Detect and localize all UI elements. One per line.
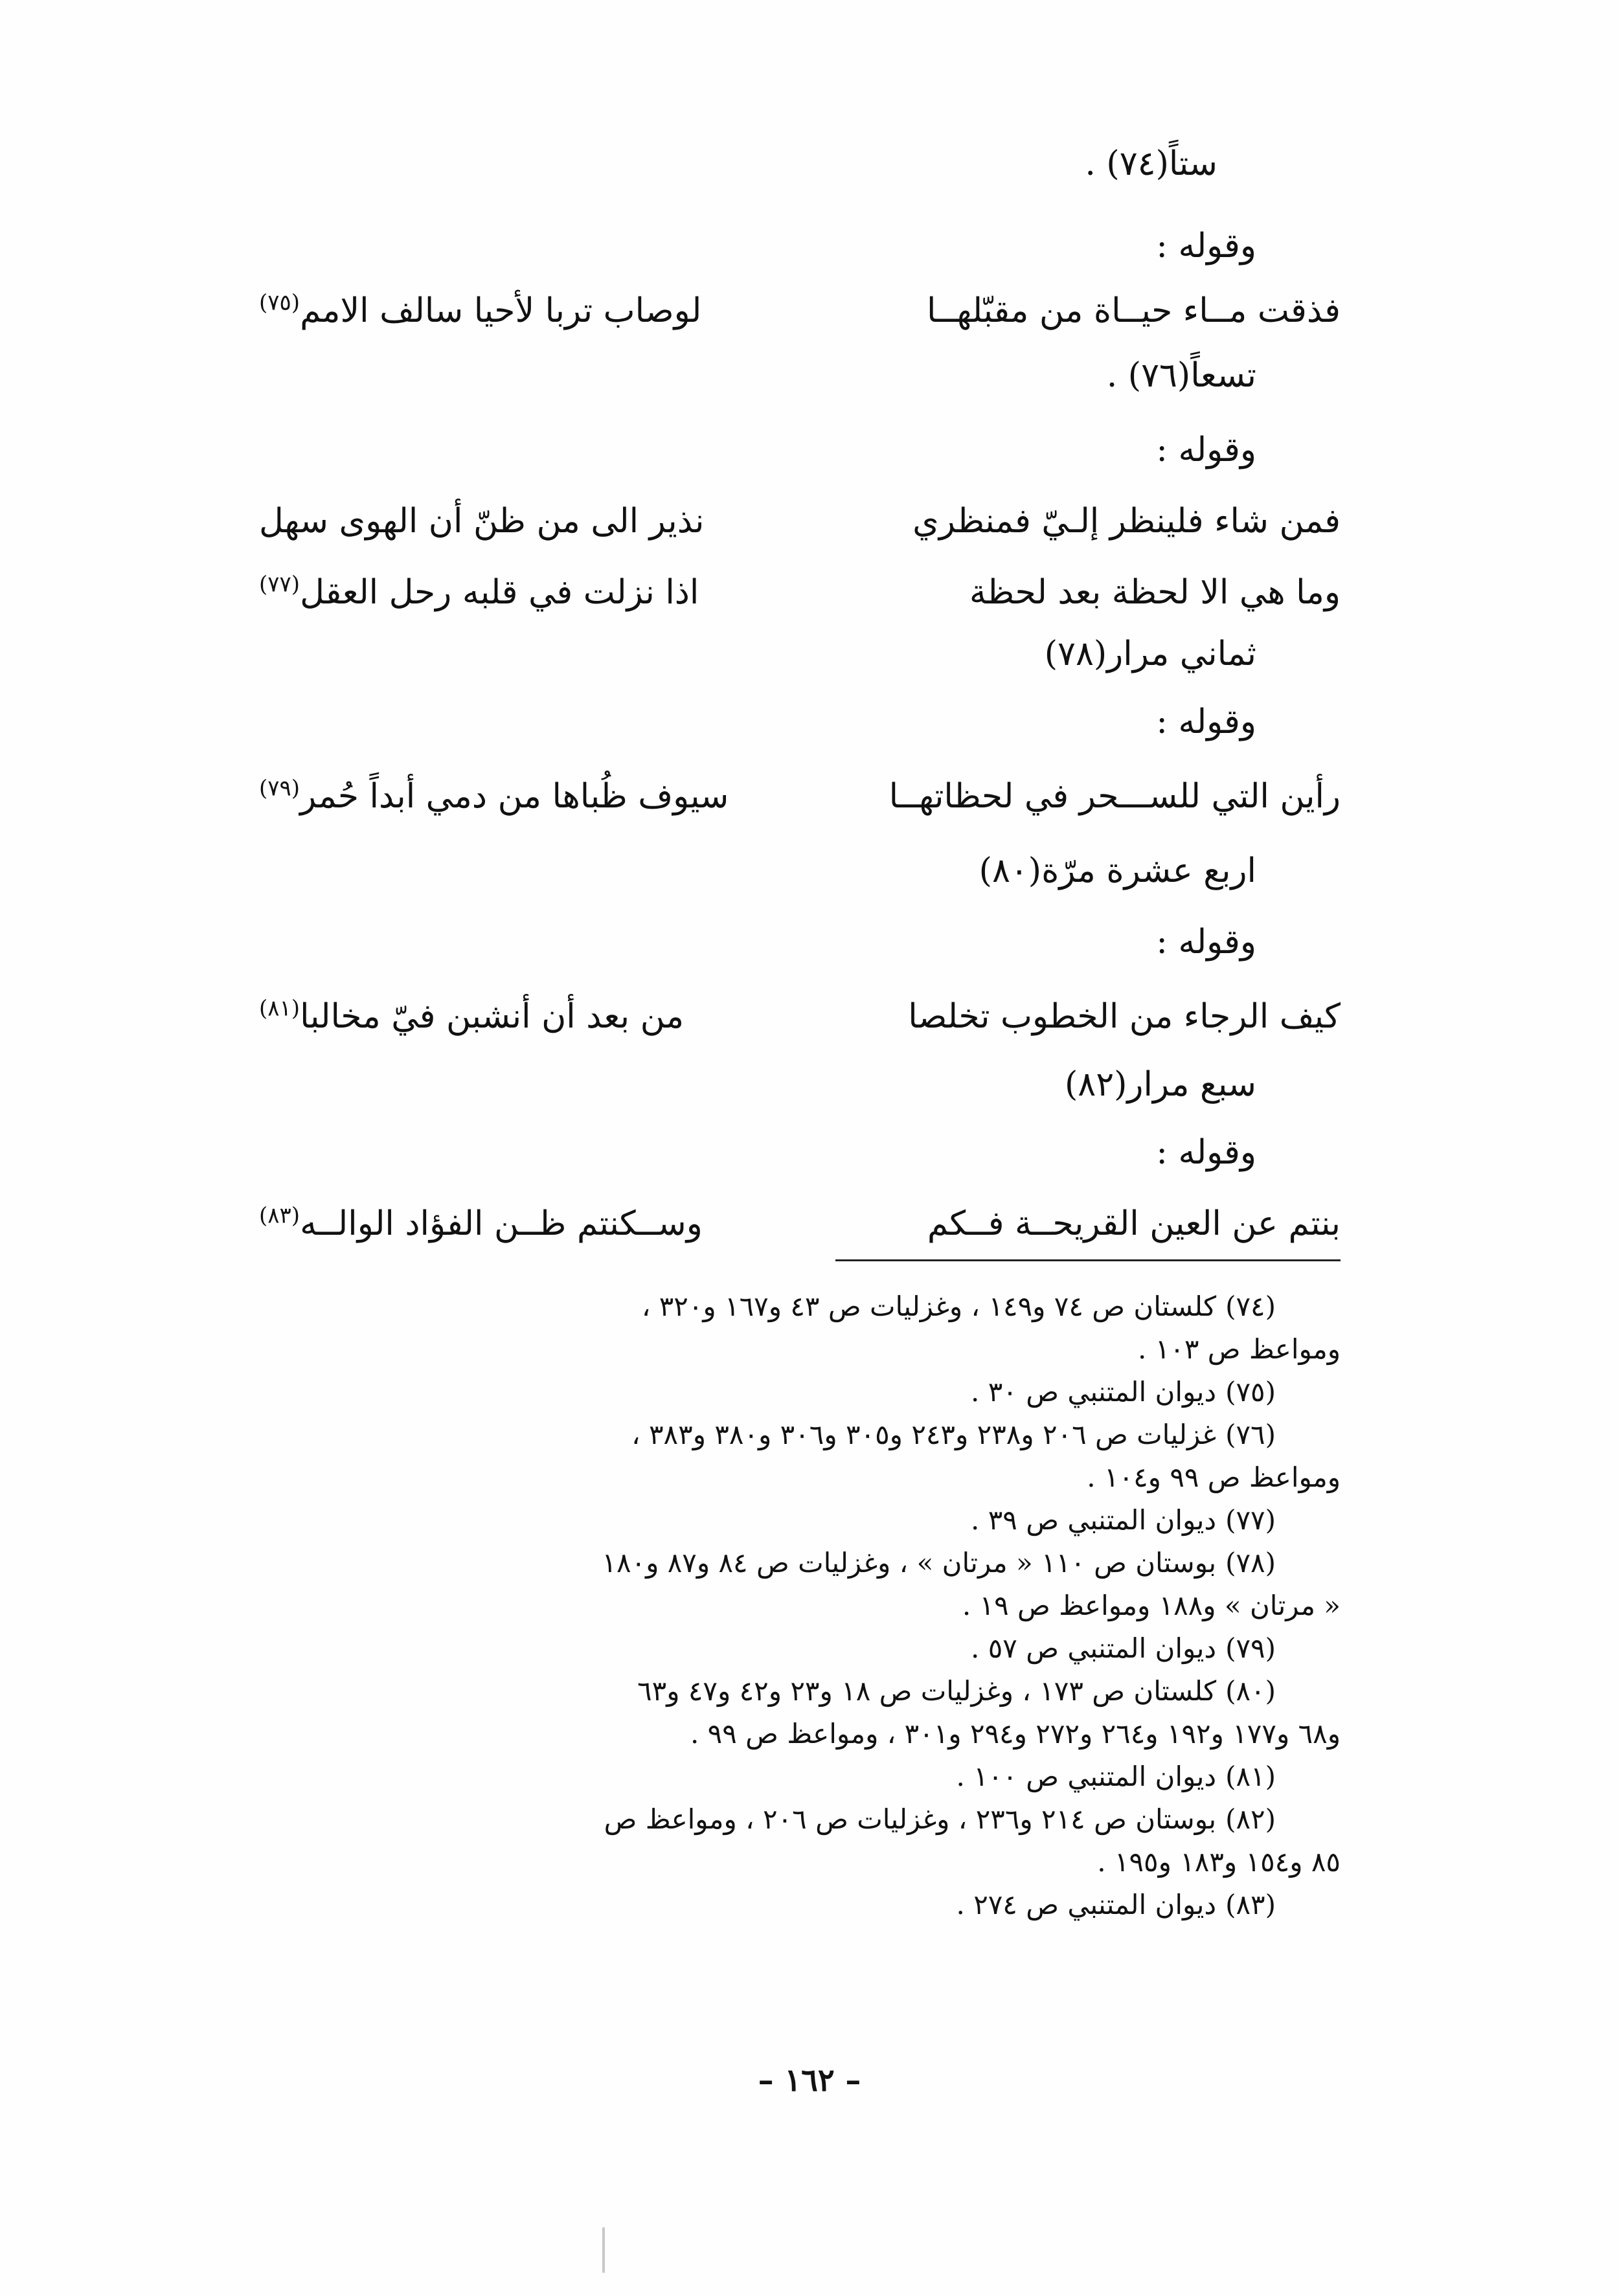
verse-hemistich-second: نذير الى من ظنّ أن الهوى سهل — [259, 502, 705, 541]
text-line: وقوله : — [1156, 1133, 1256, 1172]
footnote-continuation: و٦٨ و١٧٧ و١٩٢ و٢٦٤ و٢٧٢ و٢٩٤ و٣٠١ ، ومواعظ ص ٩٩ . — [690, 1718, 1341, 1750]
verse-hemistich-first: فذقت مــاء حيــاة من مقبّلهــا — [927, 291, 1341, 330]
verse-line — [259, 495, 1341, 547]
footnote-number: (٧٨) — [1225, 1547, 1276, 1579]
footnote — [278, 1798, 1341, 1884]
footnote-ref: (٧٥) — [259, 289, 300, 316]
verse-hemistich-first: بنتم عن العين القريحــة فــكم — [927, 1204, 1341, 1243]
verse-hemistich-second: سيوف ظُباها من دمي أبداً حُمر$^{(٧٩)}$ — [259, 775, 729, 816]
footnote — [278, 1670, 1341, 1755]
page-number: – ١٦٢ – — [758, 2062, 861, 2099]
footnote-number: (٨١) — [1225, 1761, 1276, 1792]
footnote — [278, 1755, 1341, 1798]
verse-hemistich-second: وســكنتم ظــن الفؤاد الوالــه$^{(٨٣)}$ — [259, 1202, 703, 1243]
footnote-number: (٧٧) — [1225, 1504, 1276, 1536]
footnote-continuation: « مرتان » و١٨٨ ومواعظ ص ١٩ . — [962, 1590, 1341, 1621]
verse-hemistich-first: فمن شاء فلينظر إلـيّ فمنظري — [912, 502, 1341, 541]
footnote-text: كلستان ص ٧٤ و١٤٩ ، وغزليات ص ٤٣ و١٦٧ و٣٢٠ ، — [641, 1290, 1217, 1322]
footnote-text: ديوان المتنبي ص ٣٠ . — [971, 1376, 1217, 1408]
footnote-text: ديوان المتنبي ص ٣٩ . — [971, 1504, 1217, 1536]
footnote — [278, 1627, 1341, 1670]
footnote-number: (٧٦) — [1225, 1419, 1276, 1450]
footnote — [278, 1542, 1341, 1627]
footnote-number: (٨٣) — [1225, 1889, 1276, 1920]
footnote — [278, 1884, 1341, 1926]
footnote-text: بوستان ص ١١٠ « مرتان » ، وغزليات ص ٨٤ و٨٧ و١٨٠ — [602, 1547, 1217, 1579]
footnote-text: ديوان المتنبي ص ١٠٠ . — [956, 1761, 1217, 1792]
verse-hemistich-second: اذا نزلت في قلبه رحل العقل$^{(٧٧)}$ — [259, 571, 699, 612]
footnote-number: (٧٩) — [1225, 1632, 1276, 1664]
text-line: اربع عشرة مرّة(٨٠) — [979, 851, 1256, 890]
text-line: وقوله : — [1156, 227, 1256, 265]
footnote-number: (٧٤) — [1225, 1290, 1276, 1322]
footnote-number: (٨٠) — [1225, 1675, 1276, 1707]
footnote — [278, 1499, 1341, 1542]
footnote-ref: (٧٩) — [259, 775, 300, 802]
footnote-continuation: ٨٥ و١٥٤ و١٨٣ و١٩٥ . — [1097, 1846, 1341, 1878]
footnote-text: كلستان ص ١٧٣ ، وغزليات ص ١٨ و٢٣ و٤٢ و٤٧ و٦٣ — [637, 1675, 1217, 1707]
verse-hemistich-first: رأين التي للســـحر في لحظاتهــا — [889, 777, 1341, 816]
text-line: تسعاً(٧٦) . — [1106, 356, 1256, 395]
verse-line — [259, 991, 1341, 1042]
text-line: وقوله : — [1156, 431, 1256, 469]
verse-hemistich-first: وما هي الا لحظة بعد لحظة — [969, 573, 1341, 612]
scan-mark — [602, 2227, 605, 2273]
footnotes — [278, 1285, 1341, 1926]
text-line: وقوله : — [1156, 703, 1256, 741]
text-line: ثماني مرار(٧٨) — [1044, 635, 1256, 673]
footnote — [278, 1285, 1341, 1371]
text-line: ستاً(٧٤) . — [1085, 144, 1217, 183]
footnote-text: بوستان ص ٢١٤ و٢٣٦ ، وغزليات ص ٢٠٦ ، ومواعظ ص — [604, 1803, 1217, 1835]
footnote-continuation: ومواعظ ص ٩٩ و١٠٤ . — [1087, 1461, 1341, 1493]
verse-line — [259, 285, 1341, 337]
footnote-ref: (٨٣) — [259, 1202, 300, 1229]
footnote-divider — [835, 1259, 1341, 1261]
verse-line — [259, 1198, 1341, 1250]
footnote — [278, 1413, 1341, 1499]
text-line: سبع مرار(٨٢) — [1064, 1065, 1256, 1104]
footnote-number: (٨٢) — [1225, 1803, 1276, 1835]
footnote-text: ديوان المتنبي ص ٢٧٤ . — [956, 1889, 1217, 1920]
footnote-ref: (٨١) — [259, 995, 300, 1022]
footnote-text: ديوان المتنبي ص ٥٧ . — [971, 1632, 1217, 1664]
footnote-number: (٧٥) — [1225, 1376, 1276, 1408]
footnote-ref: (٧٧) — [259, 571, 300, 598]
verse-hemistich-second: لوصاب تربا لأحيا سالف الامم$^{(٧٥)}$ — [259, 289, 702, 330]
text-line: وقوله : — [1156, 923, 1256, 962]
verse-hemistich-first: كيف الرجاء من الخطوب تخلصا — [908, 997, 1341, 1036]
footnote — [278, 1371, 1341, 1413]
footnote-text: غزليات ص ٢٠٦ و٢٣٨ و٢٤٣ و٣٠٥ و٣٠٦ و٣٨٠ و٣٨٣ ، — [631, 1419, 1217, 1450]
verse-hemistich-second: من بعد أن أنشبن فيّ مخالبا$^{(٨١)}$ — [259, 995, 685, 1036]
verse-line — [259, 567, 1341, 618]
footnote-continuation: ومواعظ ص ١٠٣ . — [1138, 1333, 1341, 1365]
verse-line — [259, 771, 1341, 822]
